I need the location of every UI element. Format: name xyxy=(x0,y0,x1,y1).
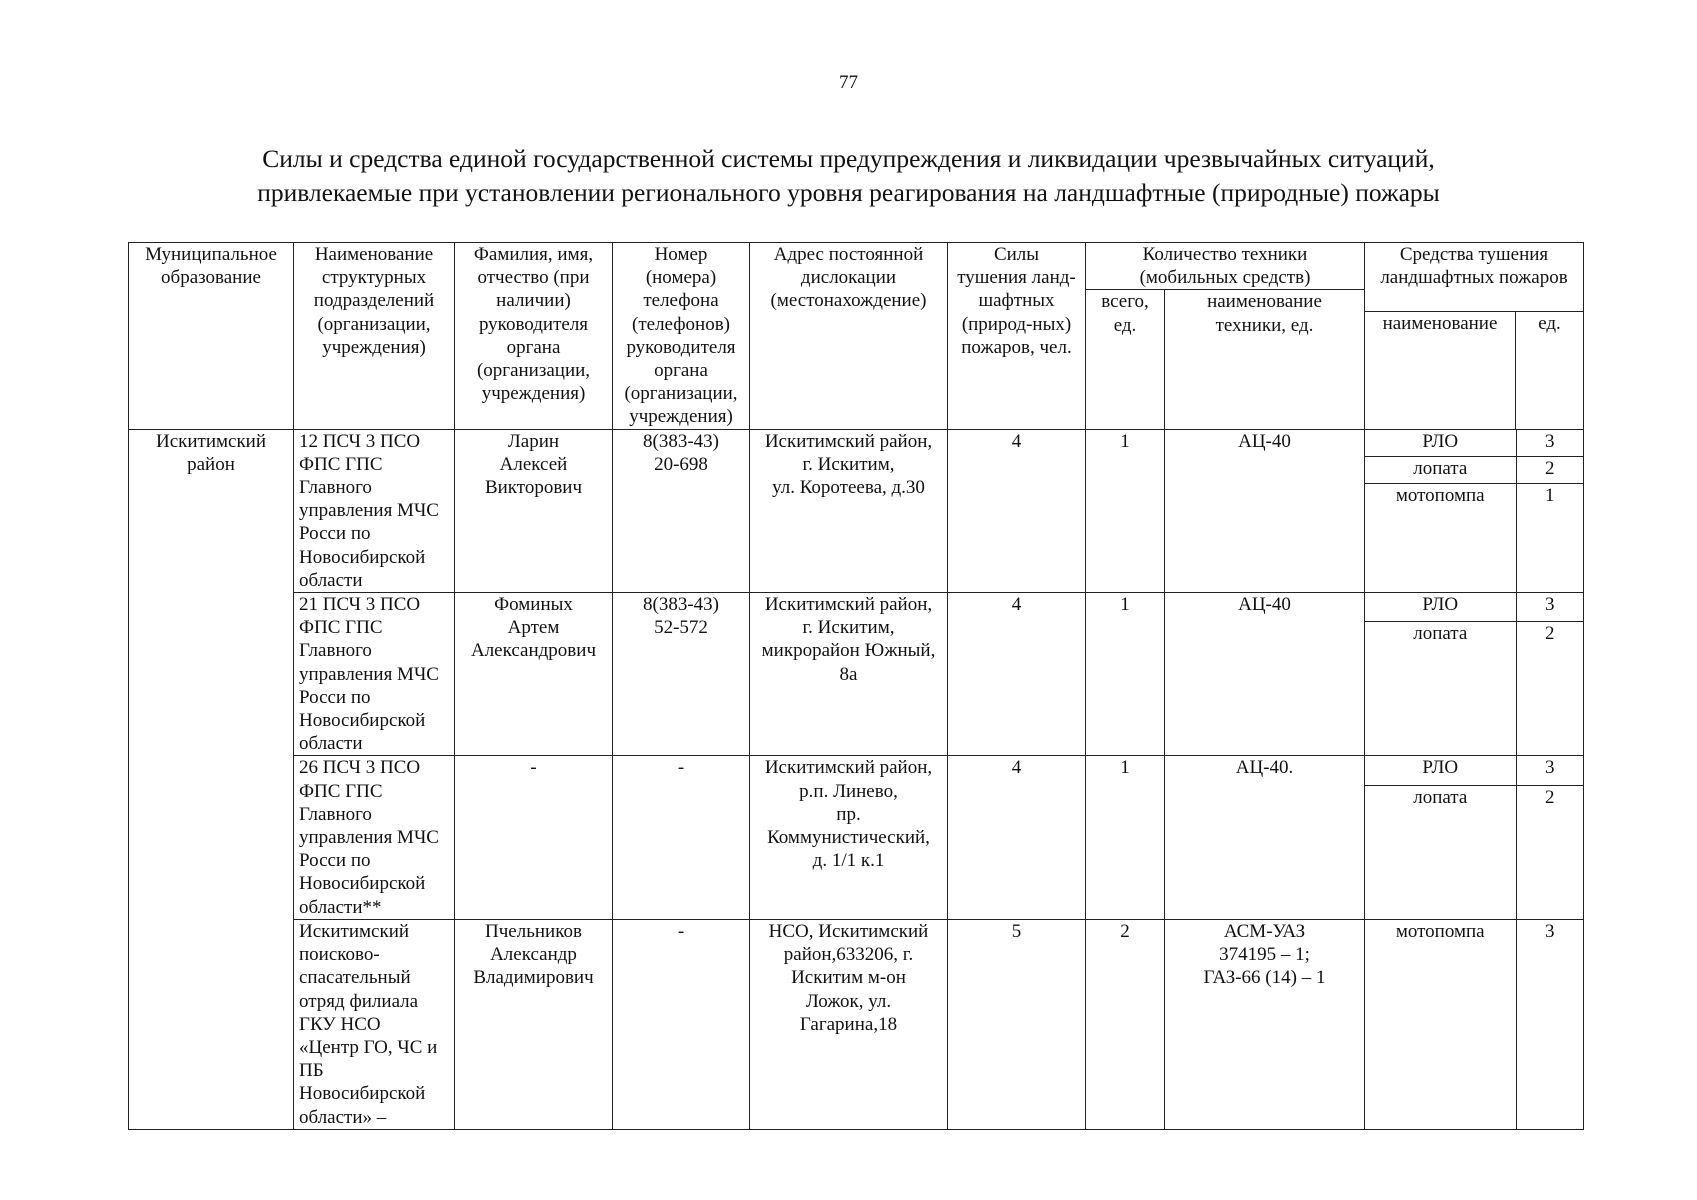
table-row xyxy=(129,919,1584,1129)
text-line: учреждения) xyxy=(322,336,426,358)
text-line: области xyxy=(299,733,363,755)
text-line: ФПС ГПС xyxy=(299,780,383,802)
text-line: микрорайон Южный, xyxy=(761,640,936,662)
text-line: телефона xyxy=(643,290,719,312)
text-line: 52-572 xyxy=(654,617,708,639)
text-line: г. Искитим, xyxy=(802,453,895,475)
text-line: спасательный xyxy=(299,967,411,989)
address-cell xyxy=(750,429,948,592)
means-item-qty: 2 xyxy=(1516,785,1583,814)
means-cell xyxy=(1365,919,1584,1129)
text-line: Силы xyxy=(993,244,1040,265)
forces-cell: 4 xyxy=(948,429,1086,592)
text-line: 21 ПСЧ 3 ПСО xyxy=(299,594,421,616)
means-item-name: мотопомпа xyxy=(1365,484,1516,511)
text-line: Новосибирской xyxy=(299,710,426,732)
means-list xyxy=(1365,430,1583,592)
header-unit xyxy=(294,243,455,430)
means-item-name: РЛО xyxy=(1422,430,1459,452)
text-line: дислокации xyxy=(800,267,897,289)
means-item-name: лопата xyxy=(1365,785,1516,814)
means-item xyxy=(1365,920,1583,958)
text-line: области» – xyxy=(299,1106,387,1128)
means-item-qty: 2 xyxy=(1516,456,1583,483)
text-line: (природ-ных) xyxy=(961,313,1072,335)
means-item-name: РЛО xyxy=(1422,757,1459,779)
text-line: ул. Коротеева, д.30 xyxy=(772,477,925,499)
text-line: АЦ-40 xyxy=(1238,594,1291,616)
text-line: отчество (при xyxy=(477,267,590,289)
text-line: (мобильных средств) xyxy=(1139,267,1311,289)
equipment-total-cell: 2 xyxy=(1086,919,1165,1129)
text-line: Ложок, ул. xyxy=(805,990,892,1012)
means-item-qty: 3 xyxy=(1516,430,1583,457)
means-item-qty: 2 xyxy=(1516,622,1583,651)
text-line: ландшафтных пожаров xyxy=(1380,267,1568,289)
unit-cell xyxy=(294,593,455,756)
text-line: Номер xyxy=(654,244,708,265)
means-list xyxy=(1365,756,1583,918)
text-line: области** xyxy=(299,896,382,918)
means-item-qty: 3 xyxy=(1516,593,1583,622)
text-line: (местонахождение) xyxy=(770,290,927,312)
text-line: Адрес постоянной xyxy=(773,244,924,265)
head-cell xyxy=(455,429,613,592)
text-line: всего, xyxy=(1101,291,1149,313)
text-line: Главного xyxy=(299,477,372,499)
text-line: Росси по xyxy=(299,686,371,708)
unit-cell xyxy=(294,756,455,919)
header-equipment-total xyxy=(1086,290,1165,429)
address-cell xyxy=(750,593,948,756)
equipment-total-cell: 1 xyxy=(1086,429,1165,592)
text-line: Новосибирской xyxy=(299,1083,426,1105)
head-cell xyxy=(455,593,613,756)
text-line: Викторович xyxy=(484,477,583,499)
header-phone xyxy=(613,243,750,430)
text-line: - xyxy=(530,757,537,779)
text-line: наименование xyxy=(1207,291,1322,313)
phone-cell xyxy=(613,593,750,756)
text-line: Искитимский район, xyxy=(764,430,933,452)
means-list xyxy=(1365,920,1583,1129)
text-line: (телефонов) xyxy=(632,313,730,335)
text-line: Алексей xyxy=(499,453,568,475)
text-line: (номера) xyxy=(645,267,717,289)
equipment-name-cell xyxy=(1165,919,1365,1129)
means-item-name: лопата xyxy=(1365,456,1516,483)
header-means-name: наименование xyxy=(1365,311,1516,429)
forces-table xyxy=(128,242,1584,1130)
text-line: поисково- xyxy=(299,944,380,966)
text-line: руководителя xyxy=(626,336,736,358)
text-line: 20-698 xyxy=(654,453,708,475)
text-line: шафтных xyxy=(978,290,1055,312)
equipment-total-cell: 1 xyxy=(1086,593,1165,756)
text-line: структурных xyxy=(321,267,427,289)
text-line: области xyxy=(299,569,363,591)
text-line: пожаров, чел. xyxy=(961,336,1072,358)
unit-cell xyxy=(294,429,455,592)
text-line: ПБ xyxy=(299,1060,324,1082)
text-line: отряд филиала xyxy=(299,990,419,1012)
table-row xyxy=(129,756,1584,919)
header-equipment-name xyxy=(1165,290,1365,429)
text-line: техники, ед. xyxy=(1215,314,1314,336)
text-line: управления МЧС xyxy=(299,663,439,685)
text-line: Количество техники xyxy=(1142,244,1308,265)
text-line: г. Искитим, xyxy=(802,617,895,639)
equipment-name-cell xyxy=(1165,756,1365,919)
header-forces xyxy=(948,243,1086,430)
page-number: 77 xyxy=(839,72,858,93)
means-filler xyxy=(1365,511,1583,592)
text-line: Росси по xyxy=(299,850,371,872)
text-line: Муниципальное xyxy=(145,244,277,265)
text-line: руководителя xyxy=(478,313,589,335)
text-line: - xyxy=(677,757,685,779)
means-item-name: мотопомпа xyxy=(1395,920,1485,942)
text-line: пр. xyxy=(836,803,861,825)
text-line: 374195 – 1; xyxy=(1219,944,1310,966)
header-row xyxy=(129,243,1584,290)
text-line: Главного xyxy=(299,640,372,662)
means-item-qty: 3 xyxy=(1516,756,1583,785)
text-line: Александр xyxy=(490,944,577,966)
header-municipality xyxy=(129,243,294,430)
text-line: 26 ПСЧ 3 ПСО xyxy=(299,757,421,779)
text-line: Искитимский район, xyxy=(764,594,933,616)
title-line-2: привлекаемые при установлении регионального уровня реагирования на ландшафтные (природные) пожары xyxy=(257,178,1440,207)
text-line: (организации, xyxy=(317,313,431,335)
means-list xyxy=(1365,593,1583,755)
text-line: Новосибирской xyxy=(299,873,426,895)
header-means-qty: ед. xyxy=(1516,311,1584,429)
text-line: район xyxy=(187,453,235,475)
forces-cell: 5 xyxy=(948,919,1086,1129)
means-item xyxy=(1365,756,1583,785)
equipment-name-cell xyxy=(1165,429,1365,592)
header-means-group xyxy=(1365,243,1584,312)
text-line: Ларин xyxy=(507,430,560,452)
table-row xyxy=(129,593,1584,756)
means-item xyxy=(1365,593,1583,622)
document-title xyxy=(0,142,1697,210)
title-line-1: Силы и средства единой государственной системы предупреждения и ликвидации чрезвычайных ситуаций, xyxy=(262,144,1435,173)
means-item xyxy=(1365,622,1583,651)
text-line: Фоминых xyxy=(494,594,573,616)
text-line: (организации, xyxy=(476,360,591,382)
means-cell xyxy=(1365,756,1584,919)
text-line: Искитимский xyxy=(155,430,267,452)
text-line: Владимирович xyxy=(473,967,594,989)
municipality-cell xyxy=(129,429,294,1129)
text-line: органа xyxy=(654,360,708,382)
table-row xyxy=(129,429,1584,592)
text-line: 12 ПСЧ 3 ПСО xyxy=(299,430,421,452)
text-line: органа xyxy=(506,336,561,358)
header-head xyxy=(455,243,613,430)
forces-cell: 4 xyxy=(948,593,1086,756)
means-item-name: РЛО xyxy=(1422,594,1459,616)
text-line: Артем xyxy=(507,617,560,639)
header-equipment-group xyxy=(1086,243,1365,290)
means-item-qty: 3 xyxy=(1516,920,1583,958)
text-line: «Центр ГО, ЧС и xyxy=(299,1036,438,1058)
equipment-total-cell: 1 xyxy=(1086,756,1165,919)
means-item xyxy=(1365,430,1583,457)
means-filler xyxy=(1365,814,1583,919)
text-line: р.п. Линево, xyxy=(799,780,898,802)
head-cell xyxy=(455,756,613,919)
text-line: 8(383-43) xyxy=(643,430,719,452)
text-line: Росси по xyxy=(299,523,371,545)
text-line: учреждения) xyxy=(629,406,733,428)
text-line: АЦ-40. xyxy=(1235,757,1294,779)
text-line: Искитимский xyxy=(299,920,410,942)
means-cell xyxy=(1365,593,1584,756)
text-line: управления МЧС xyxy=(299,827,439,849)
means-item-name: лопата xyxy=(1365,622,1516,651)
text-line: тушения ланд- xyxy=(957,267,1076,289)
phone-cell xyxy=(613,919,750,1129)
means-item xyxy=(1365,785,1583,814)
text-line: подразделений xyxy=(313,290,435,312)
text-line: Главного xyxy=(299,803,372,825)
text-line: образование xyxy=(161,267,261,289)
phone-cell xyxy=(613,756,750,919)
phone-cell xyxy=(613,429,750,592)
address-cell xyxy=(750,919,948,1129)
address-cell xyxy=(750,756,948,919)
text-line: Александрович xyxy=(470,640,597,662)
text-line: - xyxy=(677,920,685,942)
head-cell xyxy=(455,919,613,1129)
text-line: ФПС ГПС xyxy=(299,617,383,639)
text-line: Искитимский район, xyxy=(764,757,933,779)
text-line: Пчельников xyxy=(485,920,582,942)
text-line: учреждения) xyxy=(481,383,586,405)
text-line: район,633206, г. xyxy=(783,944,914,966)
text-line: Гагарина,18 xyxy=(799,1013,898,1035)
text-line: АЦ-40 xyxy=(1238,430,1291,452)
header-address xyxy=(750,243,948,430)
means-cell xyxy=(1365,429,1584,592)
text-line: 8(383-43) xyxy=(643,594,719,616)
text-line: АСМ-УАЗ xyxy=(1223,920,1306,942)
unit-cell xyxy=(294,919,455,1129)
means-item xyxy=(1365,456,1583,483)
means-filler xyxy=(1365,651,1583,756)
text-line: Новосибирской xyxy=(299,546,426,568)
text-line: д. 1/1 к.1 xyxy=(812,850,885,872)
text-line: управления МЧС xyxy=(299,500,439,522)
means-item xyxy=(1365,484,1583,511)
text-line: Наименование xyxy=(314,244,434,265)
text-line: ГКУ НСО xyxy=(299,1013,381,1035)
text-line: НСО, Искитимский xyxy=(768,920,929,942)
text-line: наличии) xyxy=(496,290,571,312)
text-line: Коммунистический, xyxy=(767,827,930,849)
text-line: ед. xyxy=(1113,314,1137,336)
means-filler xyxy=(1365,958,1583,1129)
text-line: 8а xyxy=(839,663,858,685)
text-line: ГАЗ-66 (14) – 1 xyxy=(1203,967,1326,989)
equipment-name-cell xyxy=(1165,593,1365,756)
text-line: Средства тушения xyxy=(1399,244,1549,265)
text-line: (организации, xyxy=(624,383,738,405)
text-line: Фамилия, имя, xyxy=(473,244,594,265)
text-line: ФПС ГПС xyxy=(299,453,383,475)
text-line: Искитим м-он xyxy=(791,967,906,989)
means-item-qty: 1 xyxy=(1516,484,1583,511)
forces-cell: 4 xyxy=(948,756,1086,919)
